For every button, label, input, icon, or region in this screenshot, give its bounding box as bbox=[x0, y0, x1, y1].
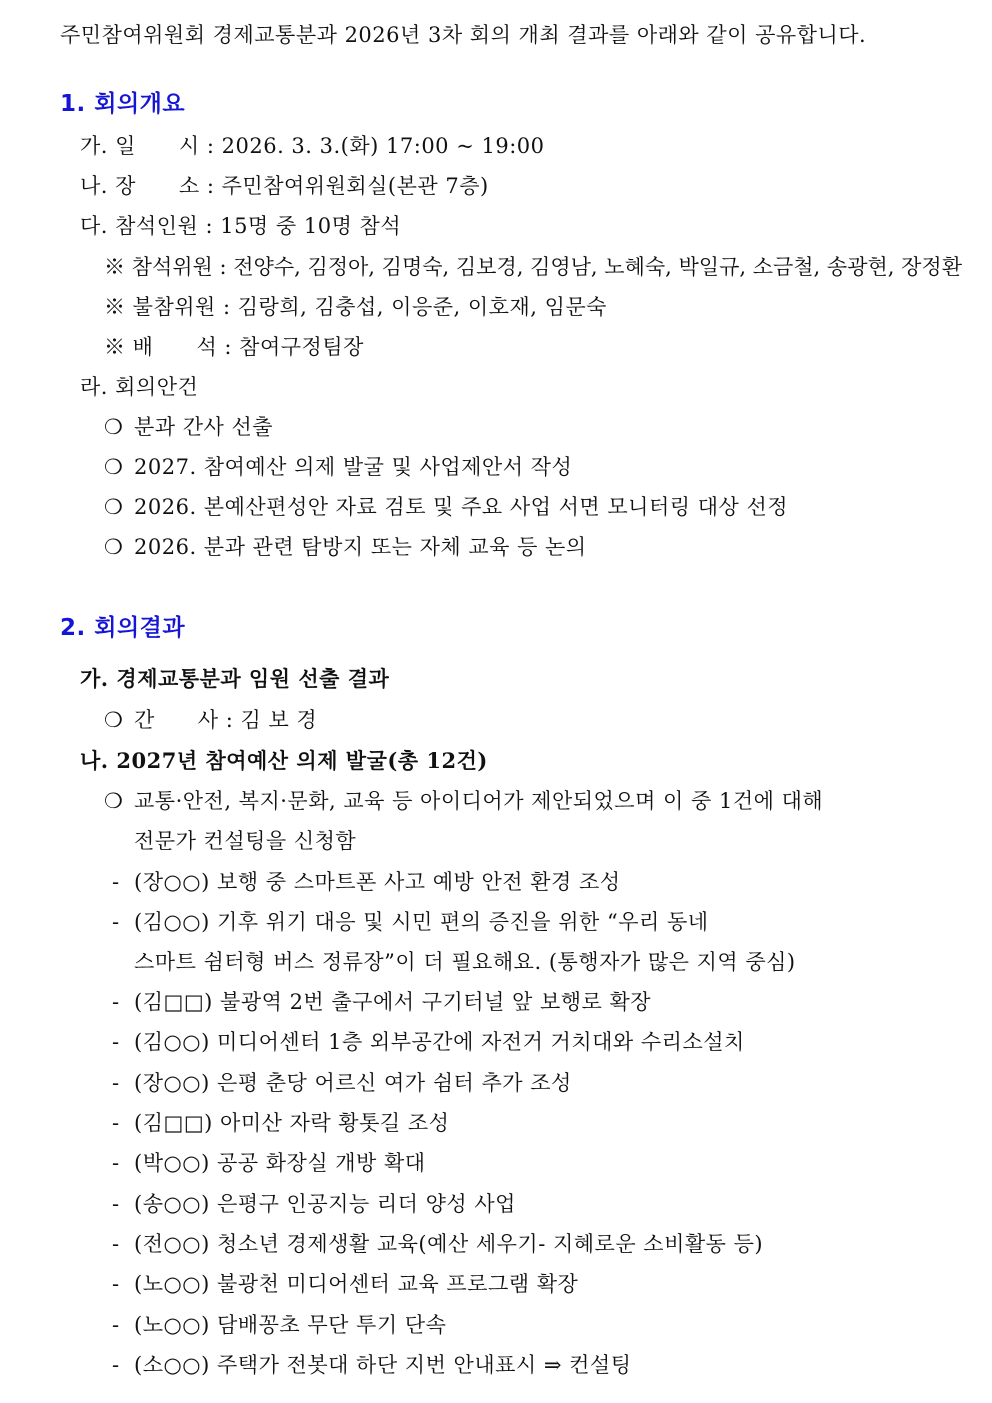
attendee-count: 다. 참석인원 : 15명 중 10명 참석 bbox=[80, 214, 402, 238]
observer: ※ 배 석 : 참여구정팀장 bbox=[104, 335, 364, 359]
bullet-circle-icon: ❍ bbox=[104, 415, 124, 439]
agenda-item: ❍ 2026. 분과 관련 탐방지 또는 자체 교육 등 논의 bbox=[104, 535, 587, 559]
meeting-date: 가. 일 시 : 2026. 3. 3.(화) 17:00 ~ 19:00 bbox=[80, 134, 545, 158]
proposal-item: - (김□□) 불광역 2번 출구에서 구기터널 앞 보행로 확장 bbox=[112, 990, 652, 1014]
proposal-item: - (김□□) 아미산 자락 황톳길 조성 bbox=[112, 1111, 450, 1135]
proposal-summary-continued: 전문가 컨설팅을 신청함 bbox=[134, 829, 357, 853]
present-members: ※ 참석위원 : 전양수, 김정아, 김명숙, 김보경, 김영남, 노혜숙, 박일규, 소금철, 송광현, 장정환 bbox=[104, 255, 962, 279]
agenda-heading: 라. 회의안건 bbox=[80, 375, 199, 399]
proposal-item: - (노○○) 담배꽁초 무단 투기 단속 bbox=[112, 1313, 447, 1337]
bullet-circle-icon: ❍ bbox=[104, 535, 124, 559]
agenda-item: ❍ 2027. 참여예산 의제 발굴 및 사업제안서 작성 bbox=[104, 455, 573, 479]
agenda-item: ❍ 2026. 본예산편성안 자료 검토 및 주요 사업 서면 모니터링 대상 선정 bbox=[104, 495, 789, 519]
proposal-item: - (전○○) 청소년 경제생활 교육(예산 세우기- 지혜로운 소비활동 등) bbox=[112, 1232, 764, 1256]
proposal-item: - (김○○) 기후 위기 대응 및 시민 편의 증진을 위한 “우리 동네 bbox=[112, 910, 709, 934]
proposal-item: - (소○○) 주택가 전봇대 하단 지번 안내표시 ⇒ 컨설팅 bbox=[112, 1353, 632, 1377]
bullet-circle-icon: ❍ bbox=[104, 708, 124, 732]
proposal-item: - (장○○) 보행 중 스마트폰 사고 예방 안전 환경 조성 bbox=[112, 870, 621, 894]
proposal-item-continued: 스마트 쉼터형 버스 정류장”이 더 필요해요. (통행자가 많은 지역 중심) bbox=[134, 950, 796, 974]
section-2-title: 2. 회의결과 bbox=[60, 615, 186, 641]
proposal-item: - (장○○) 은평 춘당 어르신 여가 쉼터 추가 조성 bbox=[112, 1071, 572, 1095]
intro-text: 주민참여위원회 경제교통분과 2026년 3차 회의 개최 결과를 아래와 같이 공유합니다. bbox=[60, 23, 867, 47]
proposal-item: - (송○○) 은평구 인공지능 리더 양성 사업 bbox=[112, 1192, 516, 1216]
proposal-item: - (김○○) 미디어센터 1층 외부공간에 자전거 거치대와 수리소설치 bbox=[112, 1030, 745, 1054]
section-1-title: 1. 회의개요 bbox=[60, 91, 186, 117]
agenda-item: ❍ 분과 간사 선출 bbox=[104, 415, 274, 439]
bullet-circle-icon: ❍ bbox=[104, 455, 124, 479]
secretary: ❍ 간 사 : 김 보 경 bbox=[104, 708, 318, 732]
proposal-item: - (박○○) 공공 화장실 개방 확대 bbox=[112, 1151, 426, 1175]
absent-members: ※ 불참위원 : 김랑희, 김충섭, 이응준, 이호재, 임문숙 bbox=[104, 295, 607, 319]
bullet-circle-icon: ❍ bbox=[104, 495, 124, 519]
proposal-summary: ❍ 교통·안전, 복지·문화, 교육 등 아이디어가 제안되었으며 이 중 1건에 대해 bbox=[104, 789, 824, 813]
proposal-heading: 나. 2027년 참여예산 의제 발굴(총 12건) bbox=[80, 748, 488, 773]
bullet-circle-icon: ❍ bbox=[104, 789, 124, 813]
proposal-item: - (노○○) 불광천 미디어센터 교육 프로그램 확장 bbox=[112, 1272, 579, 1296]
meeting-place: 나. 장 소 : 주민참여위원회실(본관 7층) bbox=[80, 174, 489, 198]
officer-election-heading: 가. 경제교통분과 임원 선출 결과 bbox=[80, 666, 390, 691]
